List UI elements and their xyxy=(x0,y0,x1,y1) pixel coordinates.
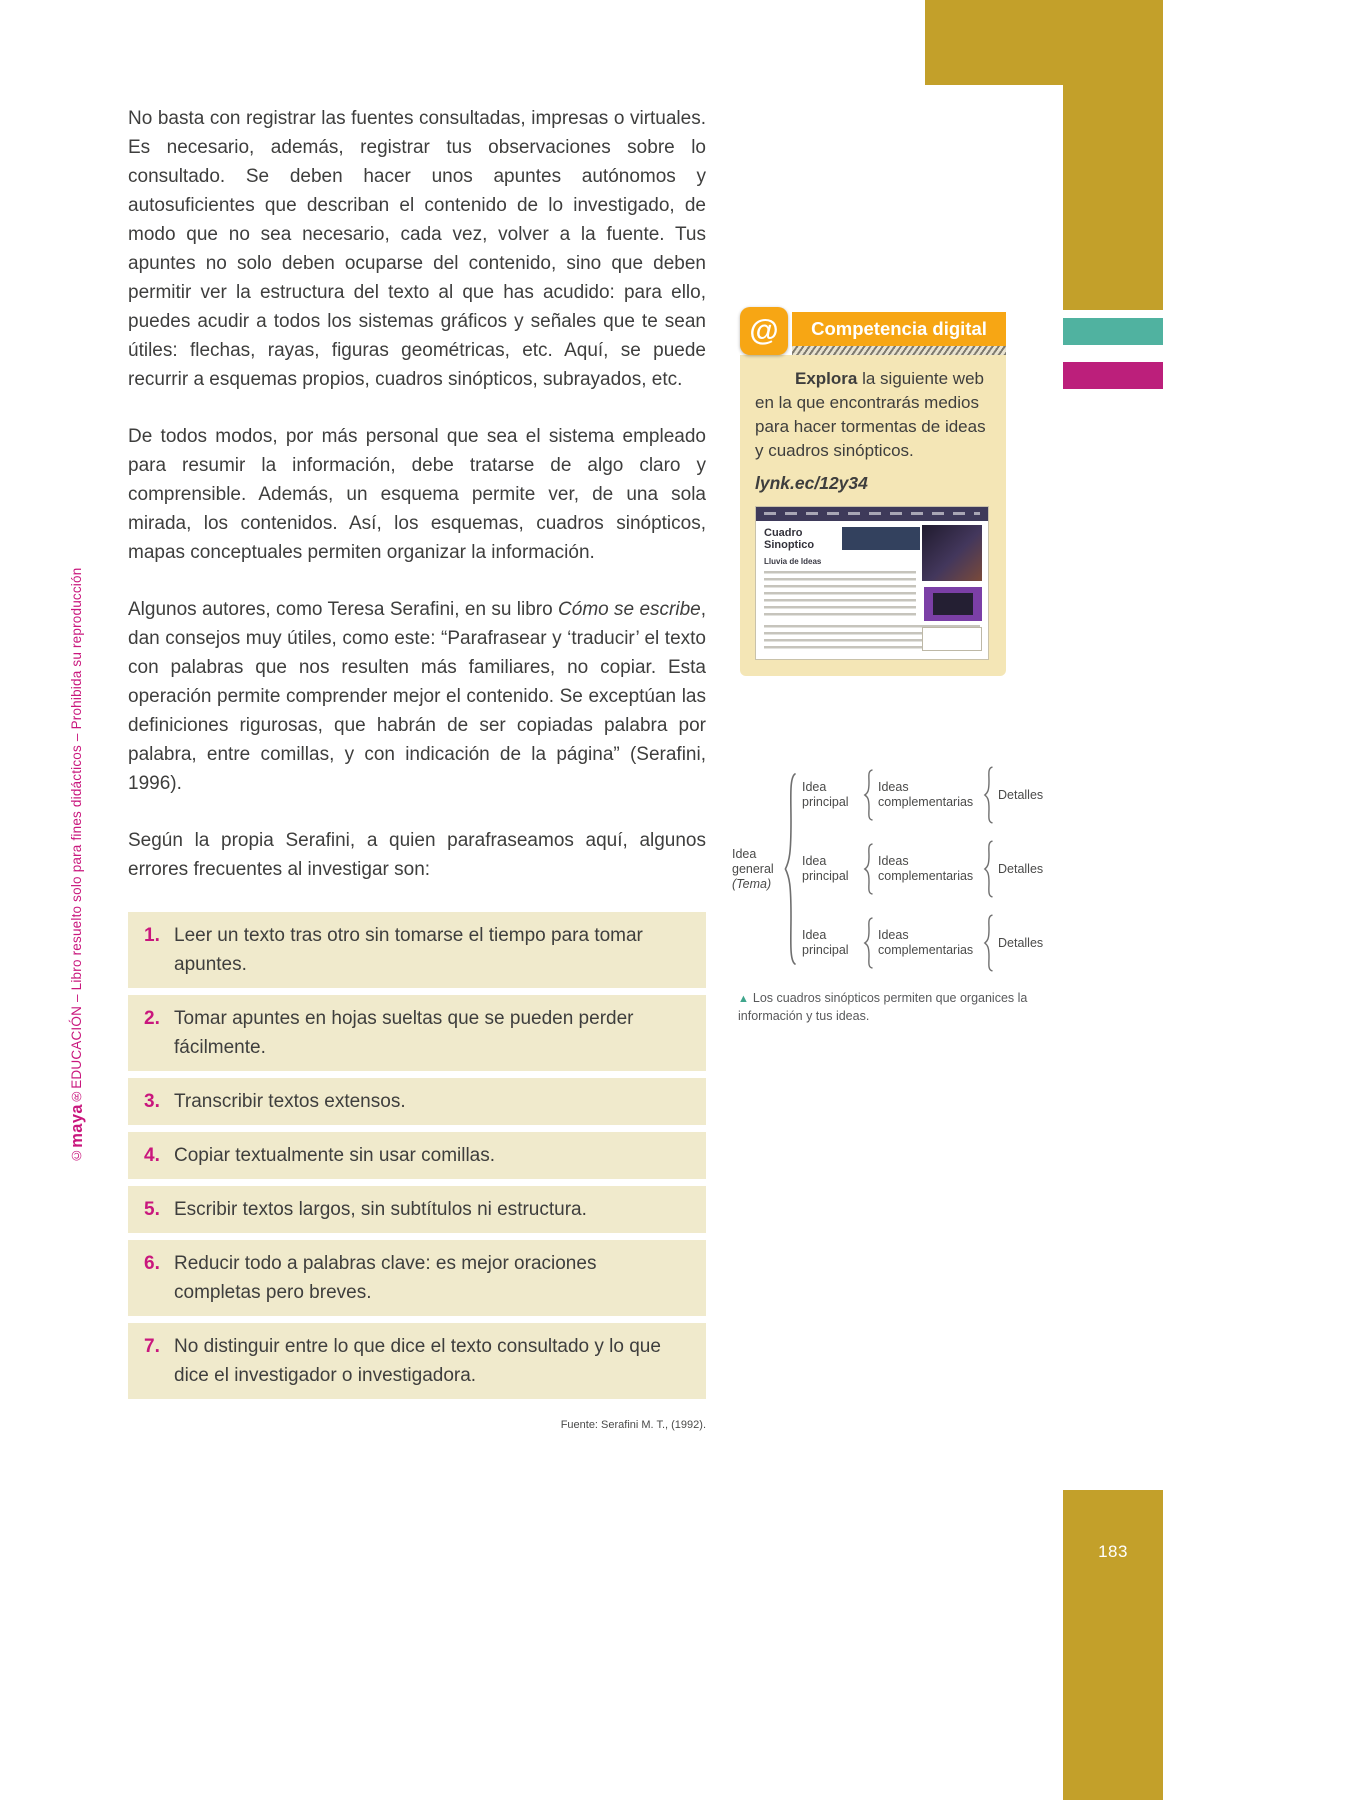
list-item-number: 3. xyxy=(144,1091,160,1112)
diagram-caption xyxy=(738,990,1030,1025)
source-note: Fuente: Serafini M. T., (1992). xyxy=(560,1419,706,1431)
competencia-title: Competencia digital xyxy=(811,318,987,339)
thumb-site-title: Cuadro Sinoptico xyxy=(764,527,815,551)
list-item-number: 4. xyxy=(144,1145,160,1166)
list-item xyxy=(128,1078,706,1125)
copyright-symbol: © xyxy=(69,1147,84,1163)
detalles-label: Detalles xyxy=(998,787,1044,802)
competencia-text xyxy=(755,367,991,463)
competencia-body xyxy=(740,355,1006,676)
root-label xyxy=(732,847,780,892)
branch-row xyxy=(802,910,1050,976)
competencia-header xyxy=(792,312,1006,346)
brace-icon xyxy=(863,769,875,821)
list-item-number: 5. xyxy=(144,1199,160,1220)
idea-principal-label: Idea principal xyxy=(802,854,849,883)
list-item xyxy=(128,1323,706,1399)
error-list xyxy=(128,912,706,1399)
thumb-caption-box xyxy=(922,627,982,651)
ideas-complementarias-label: Ideas complementarias xyxy=(878,780,974,809)
explora-lead: Explora xyxy=(795,369,858,388)
thumb-banner xyxy=(842,527,920,550)
list-item-number: 2. xyxy=(144,1008,160,1029)
detalles-label: Detalles xyxy=(998,935,1044,950)
list-item xyxy=(128,1132,706,1179)
root-tema-label: (Tema) xyxy=(732,876,772,891)
thumb-nav-menu-items xyxy=(764,512,980,515)
page-number: 183 xyxy=(1098,1542,1128,1561)
competencia-text-rest: la siguiente web en la que encontrarás medios para hacer tormentas de ideas y cuadros sinópticos. xyxy=(755,369,986,460)
branch-row xyxy=(802,836,1050,902)
sinoptico-diagram xyxy=(732,758,1050,980)
caption-triangle-icon: ▲ xyxy=(738,993,749,1005)
list-item-text: Copiar textualmente sin usar comillas. xyxy=(174,1145,496,1166)
thumb-purple-panel xyxy=(924,587,982,621)
thumb-text-lines xyxy=(764,571,916,619)
brace-icon xyxy=(983,914,995,972)
at-icon xyxy=(740,307,788,355)
branches-column xyxy=(802,758,1050,980)
website-thumbnail[interactable] xyxy=(755,506,989,660)
paragraph-3 xyxy=(128,595,706,798)
thumb-subtitle: Lluvia de Ideas xyxy=(764,557,822,566)
brace-icon xyxy=(863,917,875,969)
list-item xyxy=(128,912,706,988)
list-item xyxy=(128,1240,706,1316)
idea-principal-label: Idea principal xyxy=(802,928,849,957)
list-item-text: Transcribir textos extensos. xyxy=(174,1091,406,1112)
list-item-text: No distinguir entre lo que dice el texto consultado y lo que dice el investigador o investigadora. xyxy=(174,1336,661,1386)
detalles-label: Detalles xyxy=(998,861,1044,876)
thumb-photo xyxy=(922,525,982,581)
decor-teal-bar xyxy=(1063,318,1163,345)
brace-icon xyxy=(983,840,995,898)
brace-icon xyxy=(983,766,995,824)
list-item-text: Leer un texto tras otro sin tomarse el tiempo para tomar apuntes. xyxy=(174,925,643,975)
ideas-complementarias-label: Ideas complementarias xyxy=(878,854,974,883)
list-item xyxy=(128,995,706,1071)
list-item xyxy=(128,1186,706,1233)
list-item-number: 1. xyxy=(144,925,160,946)
decor-magenta-bar xyxy=(1063,362,1163,389)
hatch-divider xyxy=(792,346,1006,355)
paragraph-3-text: Algunos autores, como Teresa Serafini, en su libro xyxy=(128,599,559,620)
branch-row xyxy=(802,762,1050,828)
paragraph-2: De todos modos, por más personal que sea el sistema empleado para resumir la información, debe tratarse de algo claro y comprensible. Además, un esquema permite ver, de una sola mirada, los contenidos. Así, los esquemas, cuadros sinópticos, mapas conceptuales permiten organizar la información. xyxy=(128,426,706,563)
brace-icon xyxy=(863,843,875,895)
thumb-purple-image xyxy=(933,593,973,615)
book-title-italic: Cómo se escribe xyxy=(558,599,701,620)
web-link[interactable]: lynk.ec/12y34 xyxy=(755,473,868,493)
caption-text: Los cuadros sinópticos permiten que organices la información y tus ideas. xyxy=(738,991,1028,1023)
watermark-text: ®EDUCACIÓN – Libro resuelto solo para fines didácticos – Prohibida su reproducción xyxy=(69,567,84,1104)
list-item-number: 6. xyxy=(144,1253,160,1274)
ideas-complementarias-label: Ideas complementarias xyxy=(878,928,974,957)
at-symbol: @ xyxy=(749,314,779,347)
list-item-text: Tomar apuntes en hojas sueltas que se pueden perder fácilmente. xyxy=(174,1008,634,1058)
paragraph-3-text: , dan consejos muy útiles, como este: “Parafrasear y ‘traducir’ el texto con palabras que nos resulten más familiares, no copiar. Esta operación permite comprender mejor el contenido. Se exceptúan las definiciones rigurosas, que habrán de ser copiadas palabra por palabra, entre comillas, y con indicación de la página” (Serafini, 1996). xyxy=(128,599,706,794)
idea-principal-label: Idea principal xyxy=(802,780,849,809)
competencia-digital-box xyxy=(740,312,1006,676)
page-number-bar xyxy=(1063,1490,1163,1800)
list-item-text: Reducir todo a palabras clave: es mejor oraciones completas pero breves. xyxy=(174,1253,597,1303)
root-brace-icon xyxy=(783,770,799,968)
thumb-navbar xyxy=(756,507,988,521)
paragraph-1: No basta con registrar las fuentes consultadas, impresas o virtuales. Es necesario, además, registrar tus observaciones sobre lo consultado. Se deben hacer unos apuntes autónomos y autosuficientes que describan el contenido de lo investigado, de modo que no sea necesario, cada vez, volver a la fuente. Tus apuntes no solo deben ocuparse del contenido, sino que deben permitir ver la estructura del texto al que has acudido: para ello, puedes acudir a todos los sistemas gráficos y señales que te sean útiles: flechas, rayas, figuras geométricas, etc. Aquí, se puede recurrir a esquemas propios, cuadros sinópticos, subrayados, etc. xyxy=(128,108,706,390)
list-item-number: 7. xyxy=(144,1336,160,1357)
decor-gold-right-bar xyxy=(1063,0,1163,310)
edition-watermark xyxy=(68,418,87,1163)
main-text-column xyxy=(128,104,706,1440)
list-item-text: Escribir textos largos, sin subtítulos ni estructura. xyxy=(174,1199,587,1220)
paragraph-4-list-intro: Según la propia Serafini, a quien parafraseamos aquí, algunos errores frecuentes al investigar son: xyxy=(128,830,706,880)
root-label-text: Idea general xyxy=(732,846,774,876)
brand-logo: maya xyxy=(68,1103,86,1148)
